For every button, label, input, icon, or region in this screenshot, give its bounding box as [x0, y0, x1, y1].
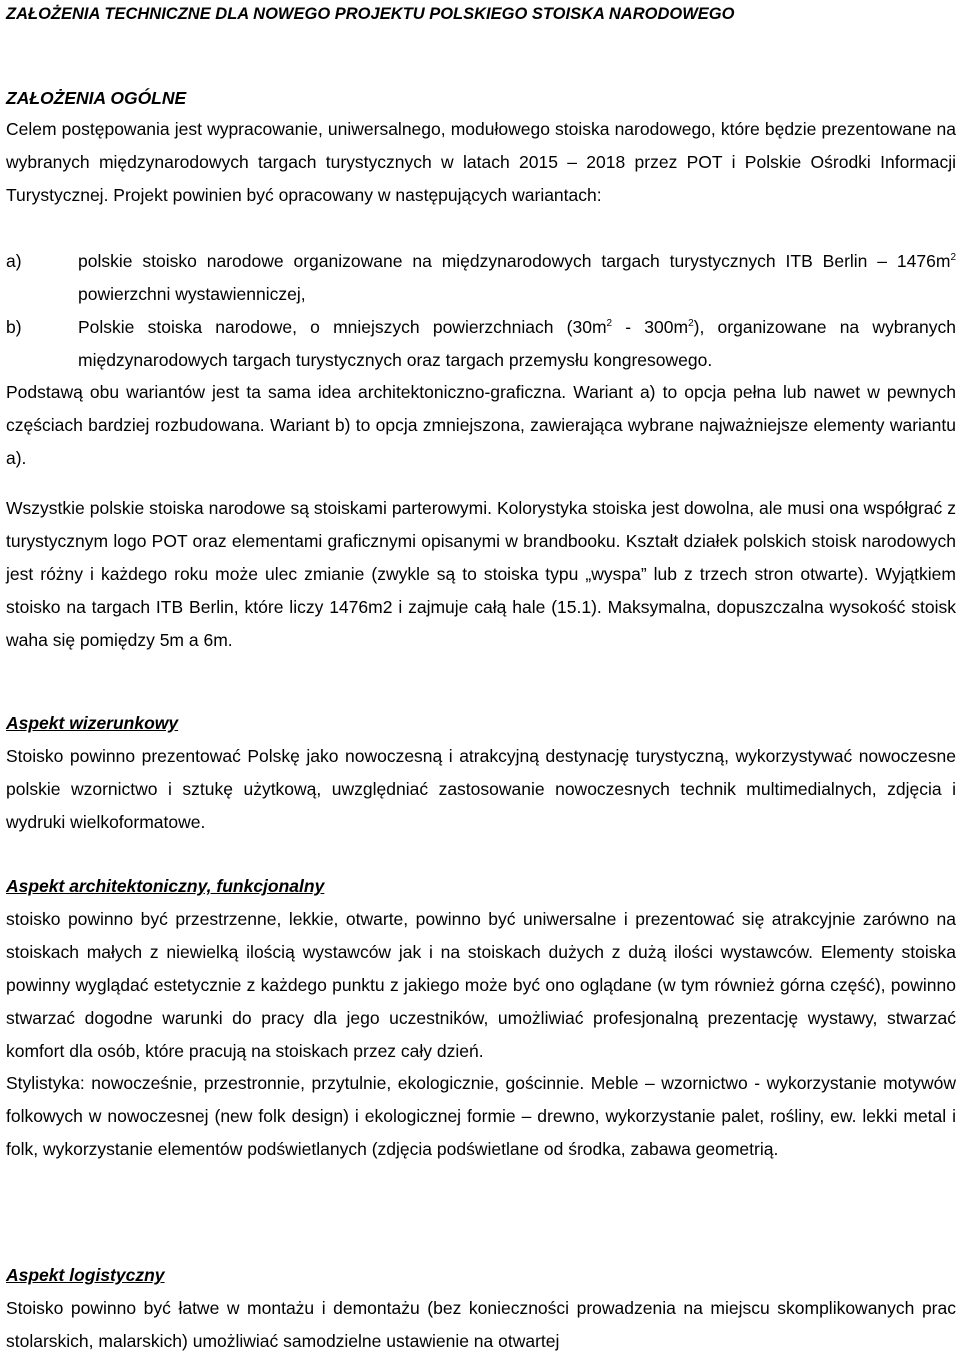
document-title: ZAŁOŻENIA TECHNICZNE DLA NOWEGO PROJEKTU POLSKIEGO STOISKA NARODOWEGO [6, 5, 735, 23]
section-heading: Aspekt logistyczny [6, 1265, 165, 1285]
section-paragraph: Stylistyka: nowocześnie, przestronnie, przytulnie, ekologicznie, gościnnie. Meble – wzornictwo - wykorzystanie motywów folkowych w nowoczesnej (new folk design) i ekologicznej formie – drewno, wykorzystanie palet, rośliny, ew. lekki metal i folk, wykorzystanie elementów podświetlanych (zdjęcia podświetlane od środka, zabawa geometrią. [6, 1073, 956, 1160]
list-item-a [6, 245, 956, 311]
list-item-b-text-mid: - 300m [612, 316, 689, 337]
section-paragraph: stoisko powinno być przestrzenne, lekkie, otwarte, powinno być uniwersalne i prezentować się atrakcyjnie zarówno na stoiskach małych z niewielką ilością wystawców jak i na stoiskach dużych z dużą ilości wystawców. Elementy stoiska powinny wyglądać estetycznie z każdego punktu z jakiego może być ono oglądane (w tym również górna część), powinno stwarzać dogodne warunki do pracy dla jego uczestników, umożliwiać profesjonalną prezentację wystawy, stwarzać komfort dla osób, które pracują na stoiskach przez cały dzień. [6, 908, 956, 1061]
list-marker-a: a) [6, 251, 22, 271]
section-heading: Aspekt architektoniczny, funkcjonalny [6, 876, 325, 896]
list-marker-b: b) [6, 316, 22, 337]
section-paragraph: Stoisko powinno prezentować Polskę jako nowoczesną i atrakcyjną destynację turystyczną, wykorzystywać nowoczesne polskie wzornictwo i sztukę użytkową, uwzględniać zastosowanie nowoczesnych technik multimedialnych, zdjęcia i wydruki wielkoformatowe. [6, 745, 956, 832]
superscript: 2 [688, 317, 694, 329]
list-item-a-text: polskie stoisko narodowe organizowane na międzynarodowych targach turystycznych ITB Berlin – 1476m [78, 251, 951, 271]
section-heading: Aspekt wizerunkowy [6, 713, 179, 733]
section-image-aspect [6, 707, 956, 839]
variants-paragraph: Podstawą obu wariantów jest ta sama idea architektoniczno-graficzna. Wariant a) to opcja pełna lub nawet w pewnych częściach bardziej rozbudowana. Wariant b) to opcja zmniejszona, zawierająca wybrane najważniejsze elementy wariantu a). [6, 382, 956, 468]
section-logistics-aspect [6, 1259, 956, 1358]
list-item-b-text: Polskie stoiska narodowe, o mniejszych powierzchniach (30m [78, 316, 607, 337]
superscript: 2 [950, 252, 956, 263]
general-assumptions-heading: ZAŁOŻENIA OGÓLNE [6, 88, 187, 108]
superscript: 2 [606, 317, 613, 329]
list-item-b [6, 311, 956, 377]
ground-floor-paragraph: Wszystkie polskie stoiska narodowe są stoiskami parterowymi. Kolorystyka stoiska jest dowolna, ale musi ona współgrać z turystycznym logo POT oraz elementami graficznymi opisanymi w brandbooku. Kształt działek polskich stoisk narodowych jest różny i każdego roku może ulec zmianie (zwykle są to stoiska typu „wyspa” lub z trzech stron otwarte). Wyjątkiem stoisko na targach ITB Berlin, które liczy 1476m2 i zajmuje całą hale (15.1). Maksymalna, dopuszczalna wysokość stoisk waha się pomiędzy 5m a 6m. [6, 498, 956, 650]
intro-paragraph: Celem postępowania jest wypracowanie, uniwersalnego, modułowego stoiska narodowego, które będzie prezentowane na wybranych międzynarodowych targach turystycznych w latach 2015 – 2018 przez POT i Polskie Ośrodki Informacji Turystycznej. Projekt powinien być opracowany w następujących wariantach: [6, 119, 956, 205]
section-paragraph: Stoisko powinno być łatwe w montażu i demontażu (bez konieczności prowadzenia na miejscu skomplikowanych prac stolarskich, malarskich) umożliwiać samodzielne ustawienie na otwartej [6, 1297, 956, 1351]
section-architecture-aspect [6, 870, 956, 1166]
variants-list [6, 245, 956, 377]
list-item-a-text-end: powierzchni wystawienniczej, [78, 283, 306, 304]
list-item-b-text-end: ), organizowane na wybranych międzynarodowych targach turystycznych oraz targach przemysłu kongresowego. [78, 316, 956, 370]
